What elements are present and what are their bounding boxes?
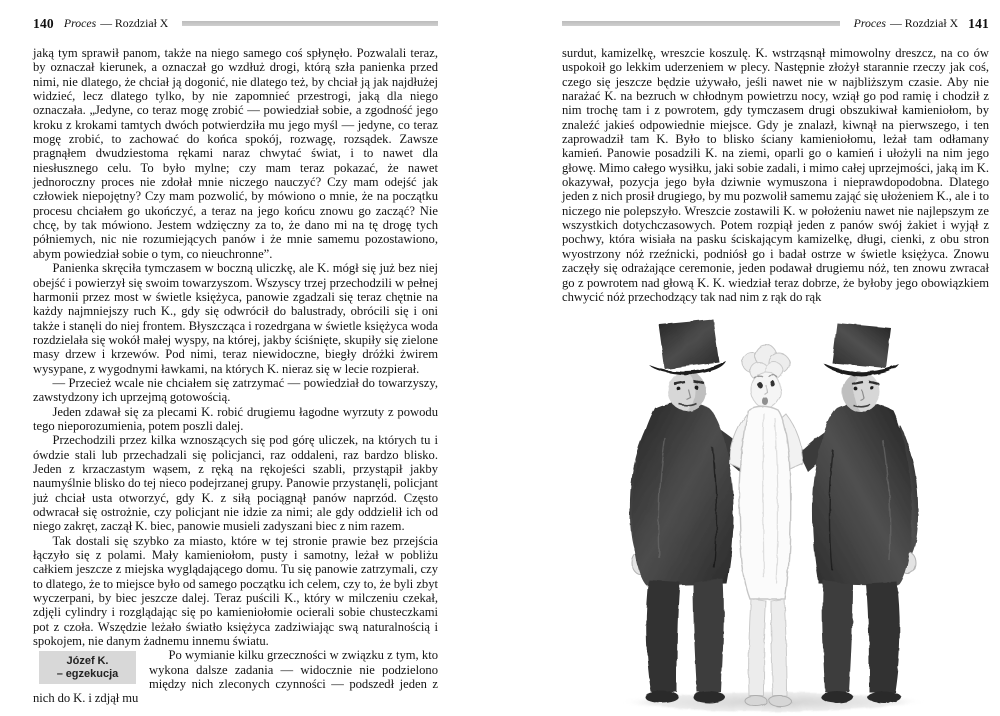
margin-note-line1: Józef K. (66, 654, 109, 667)
running-title-right (854, 16, 958, 31)
header-rule-left (182, 21, 438, 26)
execution-illustration-svg (601, 318, 951, 716)
page-number-right: 141 (968, 15, 989, 31)
running-title-chapter-right: — Rozdział X (889, 16, 959, 30)
execution-illustration (601, 318, 951, 716)
margin-note-line2: – egzekucja (56, 667, 119, 680)
page-header-left (33, 16, 438, 31)
running-title-chapter-left: — Rozdział X (100, 16, 169, 30)
paragraph: Jeden zdawał się za plecami K. robić drugiemu łagodne wyrzuty z powodu tego nieporozumienia, potem poszli dalej. (33, 404, 438, 433)
page-left (33, 16, 438, 706)
page-header-right (562, 16, 989, 31)
paragraph (33, 648, 438, 705)
page-right (562, 16, 989, 716)
paragraph: Panienka skręciła tymczasem w boczną uliczkę, ale K. mógł się już bez niej obejść i powierzył się swoim towarzyszom. Wszyscy trzej przechodzili w pełnej harmonii przez most w świetle księżyca, panowie zgadzali się teraz chętnie na każdy najmniejszy ruch K., gdy się odwrócił do balustrady, obrócili się i oni także i stanęli do niej frontem. Błyszcząca i rozedrgana w świetle księżyca woda rozdzielała się wokół małej wyspy, na której, jakby ściśnięte, skupiły się zielone masy drzew i krzewów. Pod nimi, teraz niewidoczne, biegły dróżki żwirem wysypane, z wygodnymi ławkami, na których K. nieraz się w lecie rozpierał. (33, 261, 438, 376)
paragraph: Przechodzili przez kilka wznoszących się pod górę uliczek, na których tu i ówdzie stali lub przechadzali się policjanci, raz oddaleni, raz bardzo blisko. Jeden z krzaczastym wąsem, z ręką na rękojeści szabli, przystąpił jakby naumyślnie blisko do tej nieco podejrzanej grupy. Panowie przystanęli, policjant już chciał usta otworzyć, gdy K. z siłą pociągnął panów naprzód. Często odwracał się ostrożnie, czy policjant nie idzie za nimi; ale gdy oddzielił ich od niego zakręt, zaczął K. biec, panowie musieli zadyszani biec z nim razem. (33, 433, 438, 534)
header-rule-right (562, 21, 840, 26)
page-number-left: 140 (33, 15, 54, 31)
running-title-book-right: Proces (853, 16, 886, 30)
running-title-left (64, 16, 168, 31)
page-body-right (562, 46, 989, 304)
paragraph-text: Po wymianie kilku grzeczności w związku z tym, kto wykona dalsze zadania — widocznie nie podzielono między nich zleconych czynności — podszedł jeden z nich do K. i zdjął mu (33, 648, 438, 706)
paragraph: surdut, kamizelkę, wreszcie koszulę. K. wstrząsnął mimowolny dreszcz, na co ów uspokoił go lekkim uderzeniem w plecy. Następnie złożył starannie rzeczy jak coś, czego się jeszcze będzie używało, jeśli nawet nie w najbliższym czasie. Aby nie narażać K. na bezruch w chłodnym powietrzu nocy, wziął go pod ramię i chodził z nim trochę tam i z powrotem, gdy tymczasem drugi obszukiwał kamieniołom, by znaleźć jakieś odpowiednie miejsce. Gdy je znalazł, kiwnął na pierwszego, i ten zaprowadził tam K. Było to blisko ściany kamieniołomu, leżał tam odłamany kamień. Panowie posadzili K. na ziemi, oparli go o kamień i ułożyli na nim jego głowę. Mimo całego wysiłku, jaki sobie zadali, i mimo całej uprzejmości, jaką im K. okazywał, pozycja jego była dziwnie wymuszona i nieprawdopodobna. Dlatego jeden z nich prosił drugiego, by mu pozwolił samemu zająć się ułożeniem K., ale i to niczego nie polepszyło. Wreszcie zostawili K. w położeniu nawet nie najlepszym ze wszystkich dotychczasowych. Potem rozpiął jeden z panów swój żakiet i wyjął z pochwy, która wisiała na pasku ściskającym kamizelkę, długi, cienki, z obu stron wyostrzony nóż rzeźnicki, podniósł go i badał ostrze w świetle księżyca. Znowu zaczęły się odrażające ceremonie, jeden podawał drugiemu nóż, ten znowu zwracał go z powrotem nad głową K. K. wiedział teraz dobrze, że byłoby jego obowiązkiem chwycić nóż przechodzący tak nad nim z rąk do rąk (562, 46, 989, 304)
paragraph: — Przecież wcale nie chciałem się zatrzymać — powiedział do towarzyszy, zawstydzony ich uprzejmą gotowością. (33, 375, 438, 405)
paragraph: jaką tym sprawił panom, także na niego samego coś spłynęło. Pozwalali teraz, by oznaczał kierunek, a oznaczał go wzdłuż drogi, którą szła panienka przed nimi, nie dlatego, że chciał ją dogonić, nie dlatego też, by chciał ją jak najdłużej widzieć, lecz dlatego tylko, by nie zapomnieć przestrogi, jaką dla niego oznaczała. „Jedyne, co teraz mogę zrobić — powiedział sobie, a zgodność jego kroku z krokami tamtych dwóch potwierdziła mu jego myśl — jedyne, co teraz mogę zrobić, to zachować do końca spokój, rozwagę, rozsądek. Zawsze pragnąłem dwudziestoma rękami naraz chwytać świat, i to nawet dla niesłusznego celu. To było mylne; czy mam teraz pokazać, że nawet jednoroczny proces nie zdołał mnie niczego nauczyć? Czy mam odejść jak człowiek niepojętny? Czy mam pozwolić, by mówiono o mnie, że na początku procesu chciałem go ukończyć, a teraz na jego końcu znowu go zacząć? Nie chcę, by tak mówiono. Jestem wdzięczny za to, że dano mi na tę drogę tych półniemych, nic nie rozumiejących panów i że mnie samemu pozostawiono, abym powiedział sobie o tym, co nieuchronne”. (33, 46, 438, 261)
page-body-left (33, 46, 438, 706)
paragraph: Tak dostali się szybko za miasto, które w tej stronie prawie bez przejścia łączyło się z polami. Mały kamieniołom, pusty i samotny, leżał w pobliżu całkiem jeszcze z miejska wyglądającego domu. Tu się panowie zatrzymali, czy to dlatego, że to miejsce było od samego początku ich celem, czy to, że byli zbyt wyczerpani, by biec jeszcze dalej. Teraz puścili K., który w milczeniu czekał, zdjęli cylindry i rozglądając się po kamieniołomie ocierali sobie chusteczkami pot z czoła. Wszędzie leżało światło księżyca zadziwiając swą naturalnością i spokojem, nie danym żadnemu innemu światu. (33, 533, 438, 649)
margin-note-box (39, 651, 136, 684)
running-title-book-left: Proces (63, 16, 97, 30)
